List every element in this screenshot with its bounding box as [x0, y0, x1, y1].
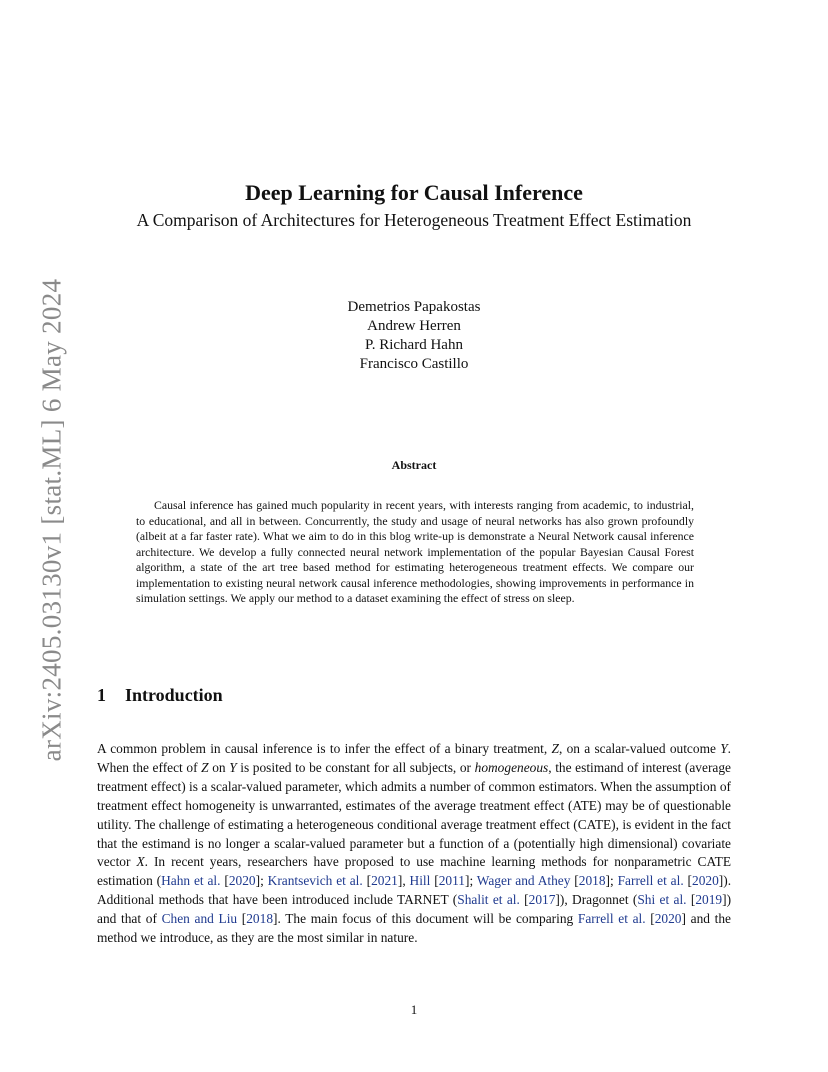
citation-link[interactable]: Hahn et al.: [161, 873, 221, 889]
author-name: P. Richard Hahn: [365, 337, 463, 353]
abstract-heading: Abstract: [391, 458, 437, 472]
citation-year-link[interactable]: 2020: [654, 911, 682, 927]
citation-link[interactable]: Shi et al.: [637, 892, 687, 908]
citation-year-link[interactable]: 2020: [692, 873, 719, 889]
arxiv-identifier-stamp: arXiv:2405.03130v1 [stat.ML] 6 May 2024: [36, 278, 67, 762]
citation-year-link[interactable]: 2018: [578, 873, 606, 889]
intro-text: , on a scalar-valued outcome: [558, 741, 721, 756]
citation-year-link[interactable]: 2011: [438, 873, 465, 889]
intro-text: . The main focus of this document will be comparing: [277, 911, 578, 927]
emphasis-text: homogeneous: [474, 759, 549, 775]
citation-link[interactable]: Hill: [409, 873, 431, 889]
section-title: Introduction: [125, 685, 223, 705]
intro-text: , the estimand of interest (average treatment effect) is a scalar-valued parameter, which admits a number of common estimators. When the assumption of treatment effect homogeneity is unwarranted, estimates of the average treatment effect (ATE) may be of questionable utility. The challenge of estimating a heterogeneous conditional average treatment effect (CATE), is evident in the fact that the estimand is no longer a scalar-valued parameter but a function of a (potentially high dimensional) covariate vector: [97, 759, 731, 870]
author-list: [0, 298, 828, 374]
paper-subtitle: A Comparison of Architectures for Heterogeneous Treatment Effect Estimation: [136, 210, 692, 230]
intro-text: A common problem in causal inference is to infer the effect of a binary treatment,: [97, 741, 552, 756]
intro-text: ), Dragonnet (: [559, 892, 638, 908]
math-variable: X: [136, 854, 145, 870]
citation-year-link[interactable]: 2019: [695, 892, 723, 908]
citation-year-link[interactable]: 2017: [528, 892, 556, 908]
citation-link[interactable]: Shalit et al.: [457, 892, 520, 908]
citation-link[interactable]: Farrell et al.: [617, 873, 684, 889]
section-number: 1: [97, 685, 106, 705]
section-heading-introduction: [97, 685, 223, 706]
citation-year-link[interactable]: 2021: [371, 873, 398, 889]
author-name: Andrew Herren: [367, 318, 461, 334]
author-name: Francisco Castillo: [359, 356, 469, 372]
math-variable: Y: [229, 759, 237, 775]
intro-text: and the method we introduce, as they are the most similar in nature.: [97, 911, 731, 946]
math-variable: Z: [201, 759, 209, 775]
citation-link[interactable]: Farrell et al.: [577, 911, 646, 927]
abstract-text: Causal inference has gained much popularity in recent years, with interests ranging from academic, to industrial, to educational, and all in between. Concurrently, the study and usage of neural networks has also grown profoundly (albeit at a far faster rate). What we aim to do in this blog write-up is demonstrate a Neural Network causal inference architecture. We develop a fully connected neural network implementation of the popular Bayesian Causal Forest algorithm, a state of the art tree based method for estimating heterogeneous treatment effects. We compare our implementation to existing neural network causal inference methodologies, showing improvements in performance in simulation settings. We apply our method to a dataset examining the effect of stress on sleep.: [136, 498, 694, 605]
citation-year-link[interactable]: 2018: [246, 911, 274, 927]
intro-text: is posited to be constant for all subjects, or: [236, 759, 475, 775]
intro-text: . In recent years, researchers have proposed to use machine learning methods for nonparametric CATE estimation (: [97, 854, 731, 889]
intro-text: ) and that of: [97, 892, 732, 927]
author-name: Demetrios Papakostas: [347, 299, 481, 315]
paper-title: Deep Learning for Causal Inference: [245, 180, 583, 205]
citation-link[interactable]: Krantsevich et al.: [267, 873, 363, 889]
intro-text: . When the effect of: [97, 741, 732, 775]
math-variable: Z: [551, 741, 559, 756]
citation-link[interactable]: Chen and Liu: [161, 911, 238, 927]
math-variable: Y: [720, 741, 728, 756]
intro-text: ). Additional methods that have been introduced include TARNET (: [97, 873, 732, 908]
introduction-paragraph: A common problem in causal inference is to infer the effect of a binary treatment, Z, on a scalar-valued outcome Y. When the effect of Z on Y is posited to be constant for all subjects, or homogeneous, the estimand of interest (average treatment effect) is a scalar-valued parameter, which admits a number of common estimators. When the assumption of treatment effect homogeneity is unwarranted, estimates of the average treatment effect (ATE) may be of questionable utility. The challenge of estimating a heterogeneous conditional average treatment effect (CATE), is evident in the fact that the estimand is no longer a scalar-valued parameter but a function of a (potentially high dimensional) covariate vector X. In recent years, researchers have proposed to use machine learning methods for nonparametric CATE estimation (Hahn et al. [2020]; Krantsevich et al. [2021], Hill [2011]; Wager and Athey [2018]; Farrell et al. [2020]). Additional methods that have been introduced include TARNET (Shalit et al. [2017]), Dragonnet (Shi et al. [2019]) and that of Chen and Liu [2018]. The main focus of this document will be comparing Farrell et al. [2020] and the method we introduce, as they are the most similar in nature.: [97, 741, 732, 946]
citation-link[interactable]: Wager and Athey: [476, 873, 571, 889]
page-number: 1: [410, 1002, 418, 1017]
intro-text: on: [208, 759, 230, 775]
citation-year-link[interactable]: 2020: [228, 873, 256, 889]
